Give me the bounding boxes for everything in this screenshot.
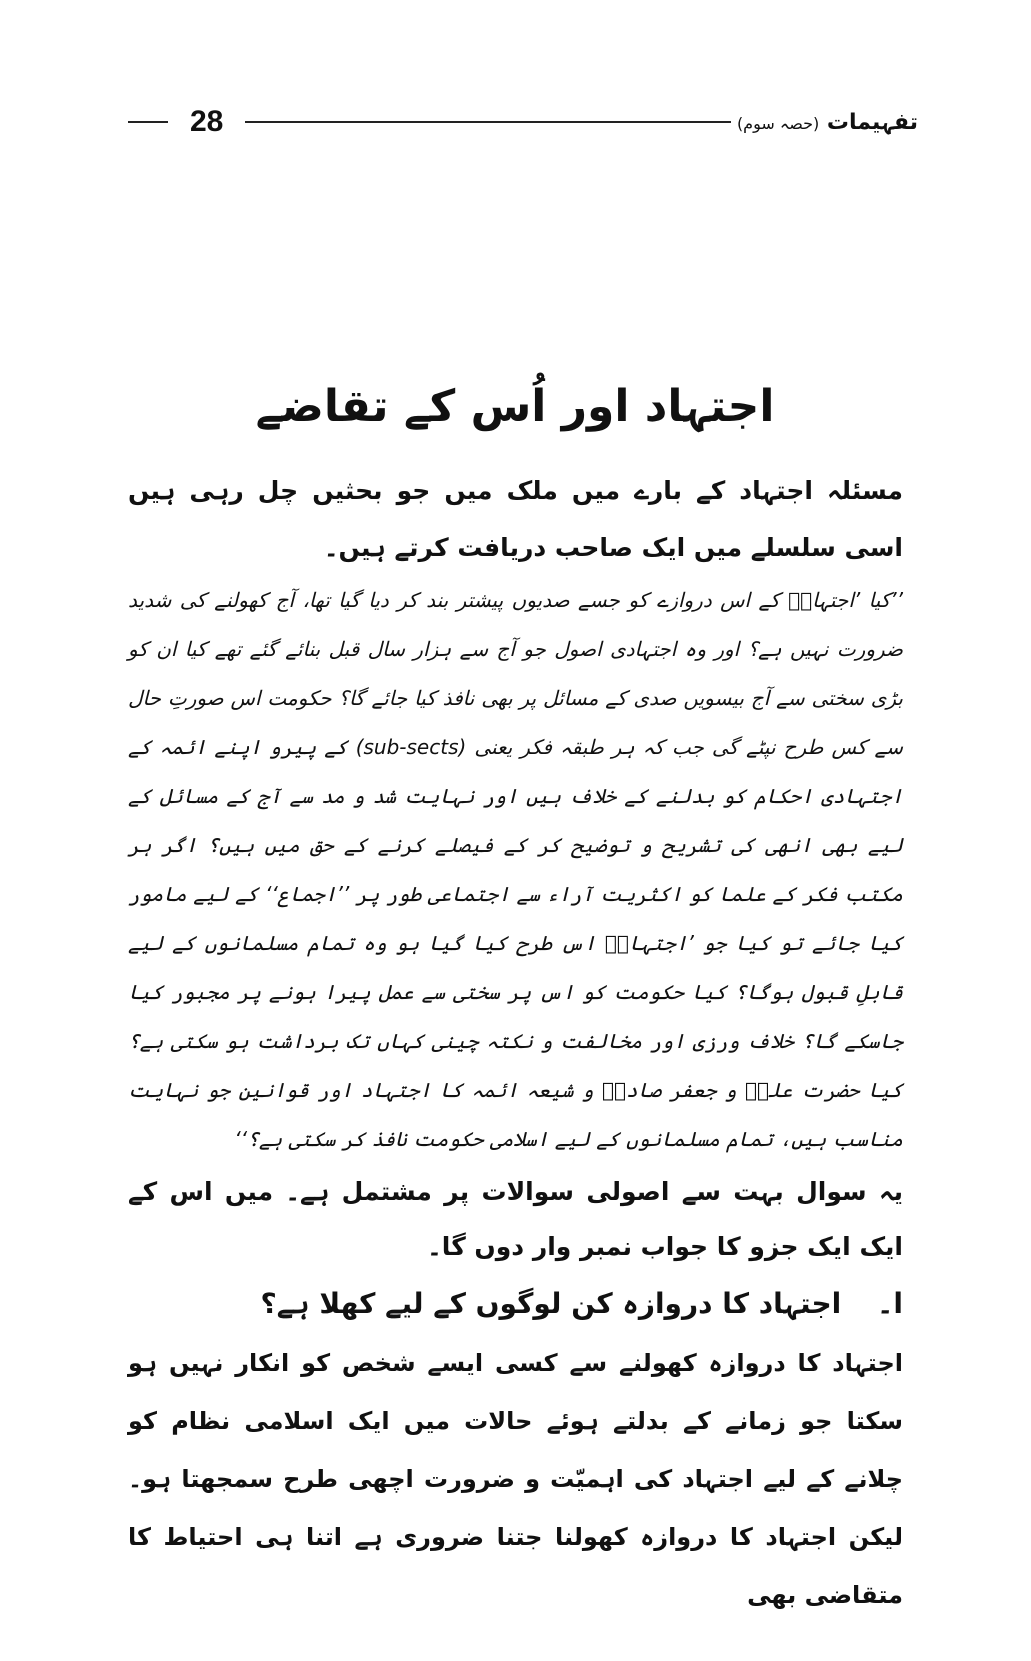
question-1-heading <box>128 1274 903 1334</box>
running-header <box>128 100 918 144</box>
book-title <box>737 110 918 135</box>
answer-intro-paragraph: یہ سوال بہت سے اصولی سوالات پر مشتمل ہے۔ میں اس کے ایک ایک جزو کا جواب نمبر وار دوں گا۔ <box>128 1177 903 1261</box>
intro-paragraph: مسئلہ اجتہاد کے بارے میں ملک میں جو بحثیں چل رہی ہیں اسی سلسلے میں ایک صاحب دریافت کرتے ہیں۔ <box>128 476 903 562</box>
answer-1-paragraph: اجتہاد کا دروازہ کھولنے سے کسی ایسے شخص کو انکار نہیں ہو سکتا جو زمانے کے بدلتے ہوئے حالات میں ایک اسلامی نظام کو چلانے کے لیے اجتہاد کی اہمیّت و ضرورت اچھی طرح سمجھتا ہو۔ لیکن اجتہاد کا دروازہ کھولنا جتنا ضروری ہے اتنا ہی احتیاط کا متقاضی بھی <box>128 1349 903 1609</box>
header-rule-left <box>128 121 168 123</box>
book-part: (حصہ سوم) <box>736 113 820 133</box>
page-number: 28 <box>190 105 224 138</box>
header-rule <box>245 121 731 123</box>
question-1-number: ا۔ <box>876 1287 903 1320</box>
chapter-title: اجتہاد اور اُس کے تقاضے <box>255 381 775 433</box>
book-title-main: تفہیمات <box>826 109 918 135</box>
page-body <box>128 462 903 1624</box>
quoted-question: ’’کیا ’اجتہادؑ کے اس دروازے کو جسے صدیوں پیشتر بند کر دیا گیا تھا، آج کھولنے کی شدید ضرورت نہیں ہے؟ اور وہ اجتہادی اصول جو آج سے ہزار سال قبل بنائے گئے تھے کیا ان کو بڑی سختی سے آج بیسویں صدی کے مسائل پر بھی نافذ کیا جائے گا؟ حکومت اس صورتِ حال سے کس طرح نپٹے گی جب کہ ہر طبقہ فکر یعنی (sub-sects) کے پیرو اپنے ائمہ کے اجتہادی احکام کو بدلنے کے خلاف ہیں اور نہایت شد و مد سے آج کے مسائل کے لیے بھی انھی کی تشریح و توضیح کر کے فیصلے کرنے کے حق میں ہیں؟ اگر ہر مکتب فکر کے علما کو اکثریت آراء سے اجتماعی طور پر ’’اجماع‘‘ کے لیے مامور کیا جائے تو کیا جو ’اجتہادؑ اس طرح کیا گیا ہو وہ تمام مسلمانوں کے لیے قابلِ قبول ہوگا؟ کیا حکومت کو اس پر سختی سے عمل پیرا ہونے پر مجبور کیا جاسکے گا؟ خلاف ورزی اور مخالفت و نکتہ چینی کہاں تک برداشت ہو سکتی ہے؟ کیا حضرت علیؓ و جعفر صادقؒ و شیعہ ائمہ کا اجتہاد اور قوانین جو نہایت مناسب ہیں، تمام مسلمانوں کے لیے اسلامی حکومت نافذ کر سکتی ہے؟‘‘ <box>128 588 903 1151</box>
question-1-text: اجتہاد کا دروازہ کن لوگوں کے لیے کھلا ہے؟ <box>260 1287 842 1320</box>
